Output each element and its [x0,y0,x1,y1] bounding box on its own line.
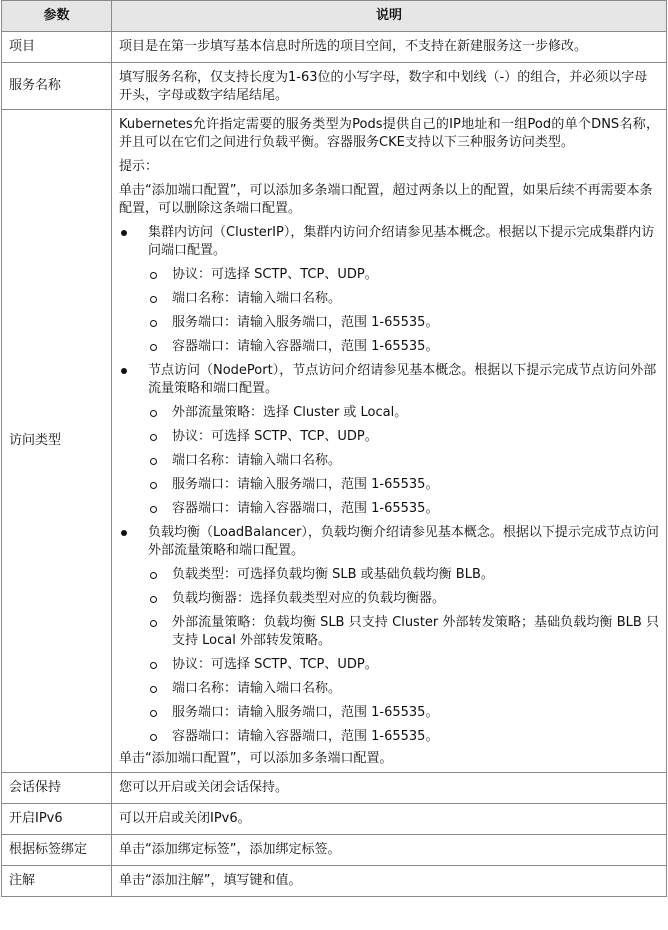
circle-bullet-icon [150,572,157,579]
header-desc: 说明 [112,1,667,32]
sub-item: 外部流量策略：负载均衡 SLB 只支持 Cluster 外部转发策略；基础负载均衡 BLB 只支持 Local 外部转发策略。 [119,614,659,650]
sub-item: 容器端口：请输入容器端口，范围 1-65535。 [119,500,659,518]
list-item-loadbalancer: 负载均衡（LoadBalancer），负载均衡介绍请参见基本概念。根据以下提示完成节点访问外部流量策略和端口配置。 [119,524,659,560]
sub-item: 外部流量策略：选择 Cluster 或 Local。 [119,404,659,422]
param-annotation: 注解 [2,866,112,897]
circle-bullet-icon [150,506,157,513]
access-intro: Kubernetes允许指定需要的服务类型为Pods提供自己的IP地址和一组Pod的单个DNS名称，并且可以在它们之间进行负载平衡。容器服务CKE支持以下三种服务访问类型。 [119,117,659,150]
sub-item: 服务端口：请输入服务端口，范围 1-65535。 [119,704,659,722]
circle-bullet-icon [150,434,157,441]
bullet-icon [121,530,127,536]
circle-bullet-icon [150,296,157,303]
circle-bullet-icon [150,482,157,489]
circle-bullet-icon [150,620,157,627]
sub-item: 协议：可选择 SCTP、TCP、UDP。 [119,656,659,674]
access-tip-label: 提示： [119,159,159,174]
sub-item: 负载类型：可选择负载均衡 SLB 或基础负载均衡 BLB。 [119,566,659,584]
table-row-access-type [2,110,667,773]
circle-bullet-icon [150,458,157,465]
table-row-service-name [2,63,667,110]
bullet-icon [121,368,127,374]
access-tip-text: 单击“添加端口配置”，可以添加多条端口配置，超过两条以上的配置，如果后续不再需要本条配置，可以删除这条端口配置。 [119,183,653,216]
desc-project: 项目是在第一步填写基本信息时所选的项目空间，不支持在新建服务这一步修改。 [112,32,667,63]
circle-bullet-icon [150,344,157,351]
desc-annotation: 单击“添加注解”，填写键和值。 [112,866,667,897]
table-row-project [2,32,667,63]
sub-item: 端口名称：请输入端口名称。 [119,290,659,308]
header-param: 参数 [2,1,112,32]
param-project: 项目 [2,32,112,63]
sub-item: 容器端口：请输入容器端口，范围 1-65535。 [119,338,659,356]
list-item-nodeport: 节点访问（NodePort），节点访问介绍请参见基本概念。根据以下提示完成节点访问外部流量策略和端口配置。 [119,362,659,398]
desc-ipv6: 可以开启或关闭IPv6。 [112,804,667,835]
desc-label: 单击“添加绑定标签”，添加绑定标签。 [112,835,667,866]
access-footer: 单击“添加端口配置”，可以添加多条端口配置。 [119,751,393,766]
sub-item: 协议：可选择 SCTP、TCP、UDP。 [119,266,659,284]
sub-item: 服务端口：请输入服务端口，范围 1-65535。 [119,314,659,332]
sub-item: 容器端口：请输入容器端口，范围 1-65535。 [119,728,659,746]
circle-bullet-icon [150,734,157,741]
circle-bullet-icon [150,710,157,717]
table-row-annotation [2,866,667,897]
sub-item: 端口名称：请输入端口名称。 [119,680,659,698]
param-service-name: 服务名称 [2,63,112,110]
parameter-table [1,0,667,897]
param-ipv6: 开启IPv6 [2,804,112,835]
circle-bullet-icon [150,272,157,279]
table-row-label [2,835,667,866]
circle-bullet-icon [150,662,157,669]
list-item-clusterip: 集群内访问（ClusterIP），集群内访问介绍请参见基本概念。根据以下提示完成集群内访问端口配置。 [119,224,659,260]
circle-bullet-icon [150,320,157,327]
sub-item: 协议：可选择 SCTP、TCP、UDP。 [119,428,659,446]
table-row-ipv6 [2,804,667,835]
param-access-type: 访问类型 [2,110,112,773]
circle-bullet-icon [150,596,157,603]
desc-access-type [112,110,667,773]
sub-item: 负载均衡器：选择负载类型对应的负载均衡器。 [119,590,659,608]
table-row-session [2,773,667,804]
bullet-icon [121,230,127,236]
circle-bullet-icon [150,410,157,417]
table-header-row [2,1,667,32]
sub-item: 服务端口：请输入服务端口，范围 1-65535。 [119,476,659,494]
circle-bullet-icon [150,686,157,693]
desc-service-name: 填写服务名称，仅支持长度为1-63位的小写字母，数字和中划线（-）的组合，并必须以字母开头，字母或数字结尾结尾。 [112,63,667,110]
param-label: 根据标签绑定 [2,835,112,866]
param-session: 会话保持 [2,773,112,804]
sub-item: 端口名称：请输入端口名称。 [119,452,659,470]
desc-session: 您可以开启或关闭会话保持。 [112,773,667,804]
